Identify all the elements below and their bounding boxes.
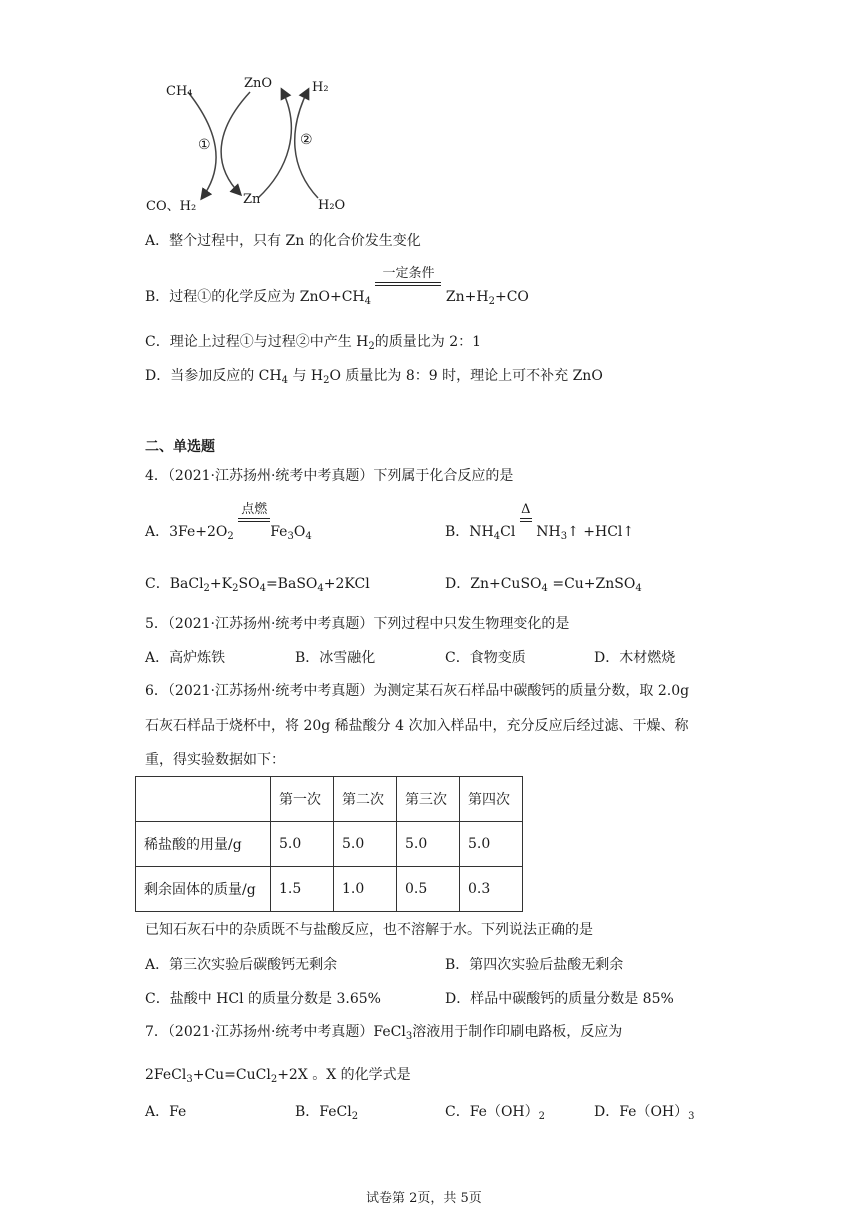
table-cell: 1.5 (271, 867, 334, 912)
table-cell: 1.0 (334, 867, 397, 912)
label-zno: ZnO (244, 76, 273, 91)
q5-option-b: B．冰雪融化 (295, 650, 376, 666)
label-ch4: CH₄ (166, 84, 193, 99)
q7-option-a: A．Fe (145, 1104, 187, 1120)
label-h2o: H₂O (318, 198, 346, 213)
curve-zn-to-zno (258, 90, 291, 198)
table-cell: 稀盐酸的用量/g (136, 822, 271, 867)
q5-stem: 5．（2021·江苏扬州·统考中考真题）下列过程中只发生物理变化的是 (145, 616, 570, 632)
q6-option-c: C．盐酸中 HCl 的质量分数是 3.65% (145, 991, 381, 1007)
table-header-cell: 第一次 (271, 777, 334, 822)
q5-option-c: C．食物变质 (445, 650, 526, 666)
q3-option-d: D．当参加反应的 $CH_4$ 与 $H_2O$ 质量比为 8：9 时，理论上可不补充 ZnO (145, 368, 603, 386)
table-row (136, 822, 523, 867)
table-cell: 5.0 (334, 822, 397, 867)
table-header-cell (136, 777, 271, 822)
reaction-condition: 一定条件 (375, 281, 441, 301)
table-cell: 0.5 (397, 867, 460, 912)
table-header-cell: 第三次 (397, 777, 460, 822)
q6-option-d: D．样品中碳酸钙的质量分数是 85% (445, 991, 674, 1007)
table-cell: 5.0 (271, 822, 334, 867)
q6-option-b: B．第四次实验后盐酸无剩余 (445, 957, 624, 973)
q3-option-c: C．理论上过程①与过程②中产生 $H_2$的质量比为 2：1 (145, 334, 482, 352)
q4-stem: 4．（2021·江苏扬州·统考中考真题）下列属于化合反应的是 (145, 468, 514, 484)
label-co-h2: CO、H₂ (146, 199, 197, 214)
q6-stem-line3: 重，得实验数据如下： (145, 752, 285, 768)
q7-stem: 7．（2021·江苏扬州·统考中考真题）FeCl$_3$溶液用于制作印刷电路板，反应为 (145, 1024, 623, 1042)
curve-zno-to-zn (221, 92, 250, 194)
table-cell: 5.0 (460, 822, 523, 867)
table-header-cell: 第二次 (334, 777, 397, 822)
section-title: 二、单选题 (145, 439, 215, 455)
q4-option-a: A．$3Fe+2O_2$ 点燃 $Fe_3O_4$ (145, 502, 312, 542)
q4-option-b: B．$NH_4Cl$ Δ $NH_3↑$ +HCl↑ (445, 502, 635, 542)
q4-option-d: D．Zn+CuSO$_4$ =Cu+ZnSO$_4$ (445, 576, 642, 594)
page-footer: 试卷第 2页，共 5页 (366, 1191, 482, 1206)
q6-stem-line2: 石灰石样品于烧杯中，将 20g 稀盐酸分 4 次加入样品中，充分反应后经过滤、干燥、称 (145, 718, 689, 734)
table-cell: 5.0 (397, 822, 460, 867)
q5-option-d: D．木材燃烧 (594, 650, 676, 666)
label-zn: Zn (243, 192, 261, 207)
q7-equation: 2FeCl$_3$+Cu=CuCl$_2$+2X 。X 的化学式是 (145, 1067, 411, 1085)
label-step1: ① (198, 137, 211, 153)
table-cell: 0.3 (460, 867, 523, 912)
q7-option-b: B．FeCl$_2$ (295, 1104, 359, 1122)
q3-option-a: A．整个过程中，只有 Zn 的化合价发生变化 (145, 233, 421, 249)
q7-option-c: C．$Fe(OH)_2$ (445, 1104, 546, 1122)
table-header-row (136, 777, 523, 822)
table-cell: 剩余固体的质量/g (136, 867, 271, 912)
table-row (136, 867, 523, 912)
q6-note: 已知石灰石中的杂质既不与盐酸反应，也不溶解于水。下列说法正确的是 (145, 922, 593, 938)
q5-option-a: A．高炉炼铁 (145, 650, 226, 666)
q6-stem-line1: 6．（2021·江苏扬州·统考中考真题）为测定某石灰石样品中碳酸钙的质量分数，取 2.0g (145, 683, 690, 699)
q7-option-d: D．$Fe(OH)_3$ (594, 1104, 695, 1122)
experiment-data-table (135, 776, 523, 912)
table-header-cell: 第四次 (460, 777, 523, 822)
label-h2: H₂ (312, 80, 329, 95)
q4-option-c: C．$BaCl_2+K_2SO_4=BaSO_4+2KCl$ (145, 576, 370, 594)
q3-option-b: B．过程①的化学反应为 $ZnO+CH_4$ 一定条件 $Zn+H_2+CO$ (145, 266, 529, 307)
q6-option-a: A．第三次实验后碳酸钙无剩余 (145, 957, 338, 973)
label-step2: ② (300, 132, 313, 148)
